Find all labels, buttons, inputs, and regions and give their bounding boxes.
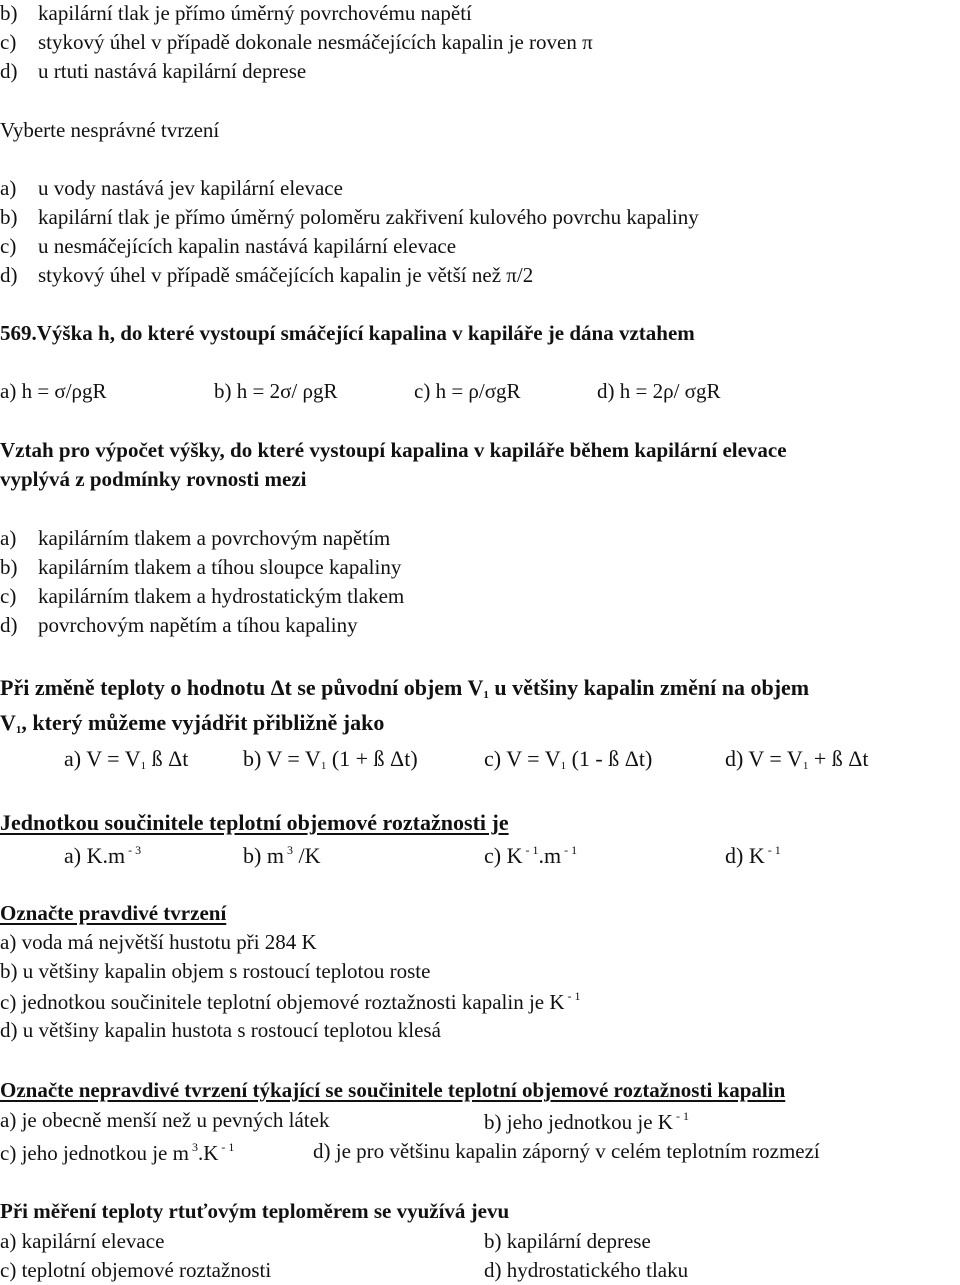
q7-option-d: d) je pro většinu kapalin záporný v celém teplotním rozmezí [313, 1139, 820, 1163]
q1-option-a: a) u vody nastává jev kapilární elevace [0, 176, 343, 200]
q5-option-a: a) K.m $^{- 3}$ [64, 843, 142, 868]
top-option-d: d) u rtuti nastává kapilární deprese [0, 59, 307, 83]
question-3-title-line2: vyplývá z podmínky rovnosti mezi [0, 467, 307, 491]
q2-option-a: a) h = σ/ρgR [0, 379, 107, 403]
q8-option-a: a) kapilární elevace [0, 1229, 165, 1253]
q6-option-b: b) u většiny kapalin objem s rostoucí teplotou roste [0, 959, 431, 983]
question-5-title: Jednotkou součinitele teplotní objemové roztažnosti je [0, 810, 509, 835]
q2-option-c: c) h = ρ/σgR [414, 379, 521, 403]
question-7-title: Označte nepravdivé tvrzení týkající se součinitele teplotní objemové roztažnosti kapalin [0, 1078, 786, 1102]
question-8-title: Při měření teploty rtuťovým teploměrem se využívá jevu [0, 1199, 510, 1223]
question-4-title-line1: Při změně teploty o hodnotu Δt se původní objem $V_1$ u většiny kapalin změní na objem [0, 675, 810, 701]
q5-option-b: b) m $^3$ /K [243, 843, 321, 868]
q4-option-b: b) $V = V_1$ (1 + ß Δt) [243, 746, 418, 772]
q3-option-a: a) kapilárním tlakem a povrchovým napětím [0, 526, 391, 550]
q3-option-c: c) kapilárním tlakem a hydrostatickým tlakem [0, 584, 405, 608]
question-3-title-line1: Vztah pro výpočet výšky, do které vystoupí kapalina v kapiláře během kapilární elevace [0, 438, 787, 462]
top-option-b: b) kapilární tlak je přímo úměrný povrchovému napětí [0, 1, 472, 25]
question-6-title: Označte pravdivé tvrzení [0, 901, 227, 925]
q1-option-c: c) u nesmáčejících kapalin nastává kapilární elevace [0, 234, 457, 258]
q1-option-b: b) kapilární tlak je přímo úměrný poloměru zakřivení kulového povrchu kapaliny [0, 205, 699, 229]
question-1-title: Vyberte nesprávné tvrzení [0, 118, 220, 142]
q4-option-a: a) $V = V_1$ ß Δt [64, 746, 189, 772]
q7-option-c: c) jeho jednotkou je m $^3$.K $^{- 1}$ [0, 1140, 235, 1165]
q1-option-d: d) stykový úhel v případě smáčejících kapalin je větší než π/2 [0, 263, 534, 287]
question-569-title: 569.Výška h, do které vystoupí smáčející kapalina v kapiláře je dána vztahem [0, 321, 695, 345]
q5-option-c: c) K $^{- 1}$.m $^{- 1}$ [484, 843, 578, 868]
q6-option-d: d) u většiny kapalin hustota s rostoucí teplotou klesá [0, 1018, 441, 1042]
q6-option-a: a) voda má největší hustotu při 284 K [0, 930, 317, 954]
q6-option-c: c) jednotkou součinitele teplotní objemové roztažnosti kapalin je K $^{- 1}$ [0, 989, 581, 1014]
q2-option-b: b) h = 2σ/ ρgR [214, 379, 338, 403]
q8-option-d: d) hydrostatického tlaku [484, 1258, 689, 1282]
q8-option-b: b) kapilární deprese [484, 1229, 651, 1253]
q7-option-a: a) je obecně menší než u pevných látek [0, 1108, 330, 1132]
q7-option-b: b) jeho jednotkou je K $^{- 1}$ [484, 1109, 689, 1134]
q8-option-c: c) teplotní objemové roztažnosti [0, 1258, 272, 1282]
q3-option-d: d) povrchovým napětím a tíhou kapaliny [0, 613, 358, 637]
q4-option-c: c) $V = V_1$ (1 - ß Δt) [484, 746, 653, 772]
q2-option-d: d) h = 2ρ/ σgR [597, 379, 721, 403]
question-4-title-line2: $V_1$, který můžeme vyjádřit přibližně jako [0, 710, 385, 736]
q4-option-d: d) $V = V_1$ + ß Δt [725, 746, 869, 772]
q5-option-d: d) K $^{- 1}$ [725, 843, 781, 868]
q3-option-b: b) kapilárním tlakem a tíhou sloupce kapaliny [0, 555, 402, 579]
top-option-c: c) stykový úhel v případě dokonale nesmáčejících kapalin je roven π [0, 30, 593, 54]
